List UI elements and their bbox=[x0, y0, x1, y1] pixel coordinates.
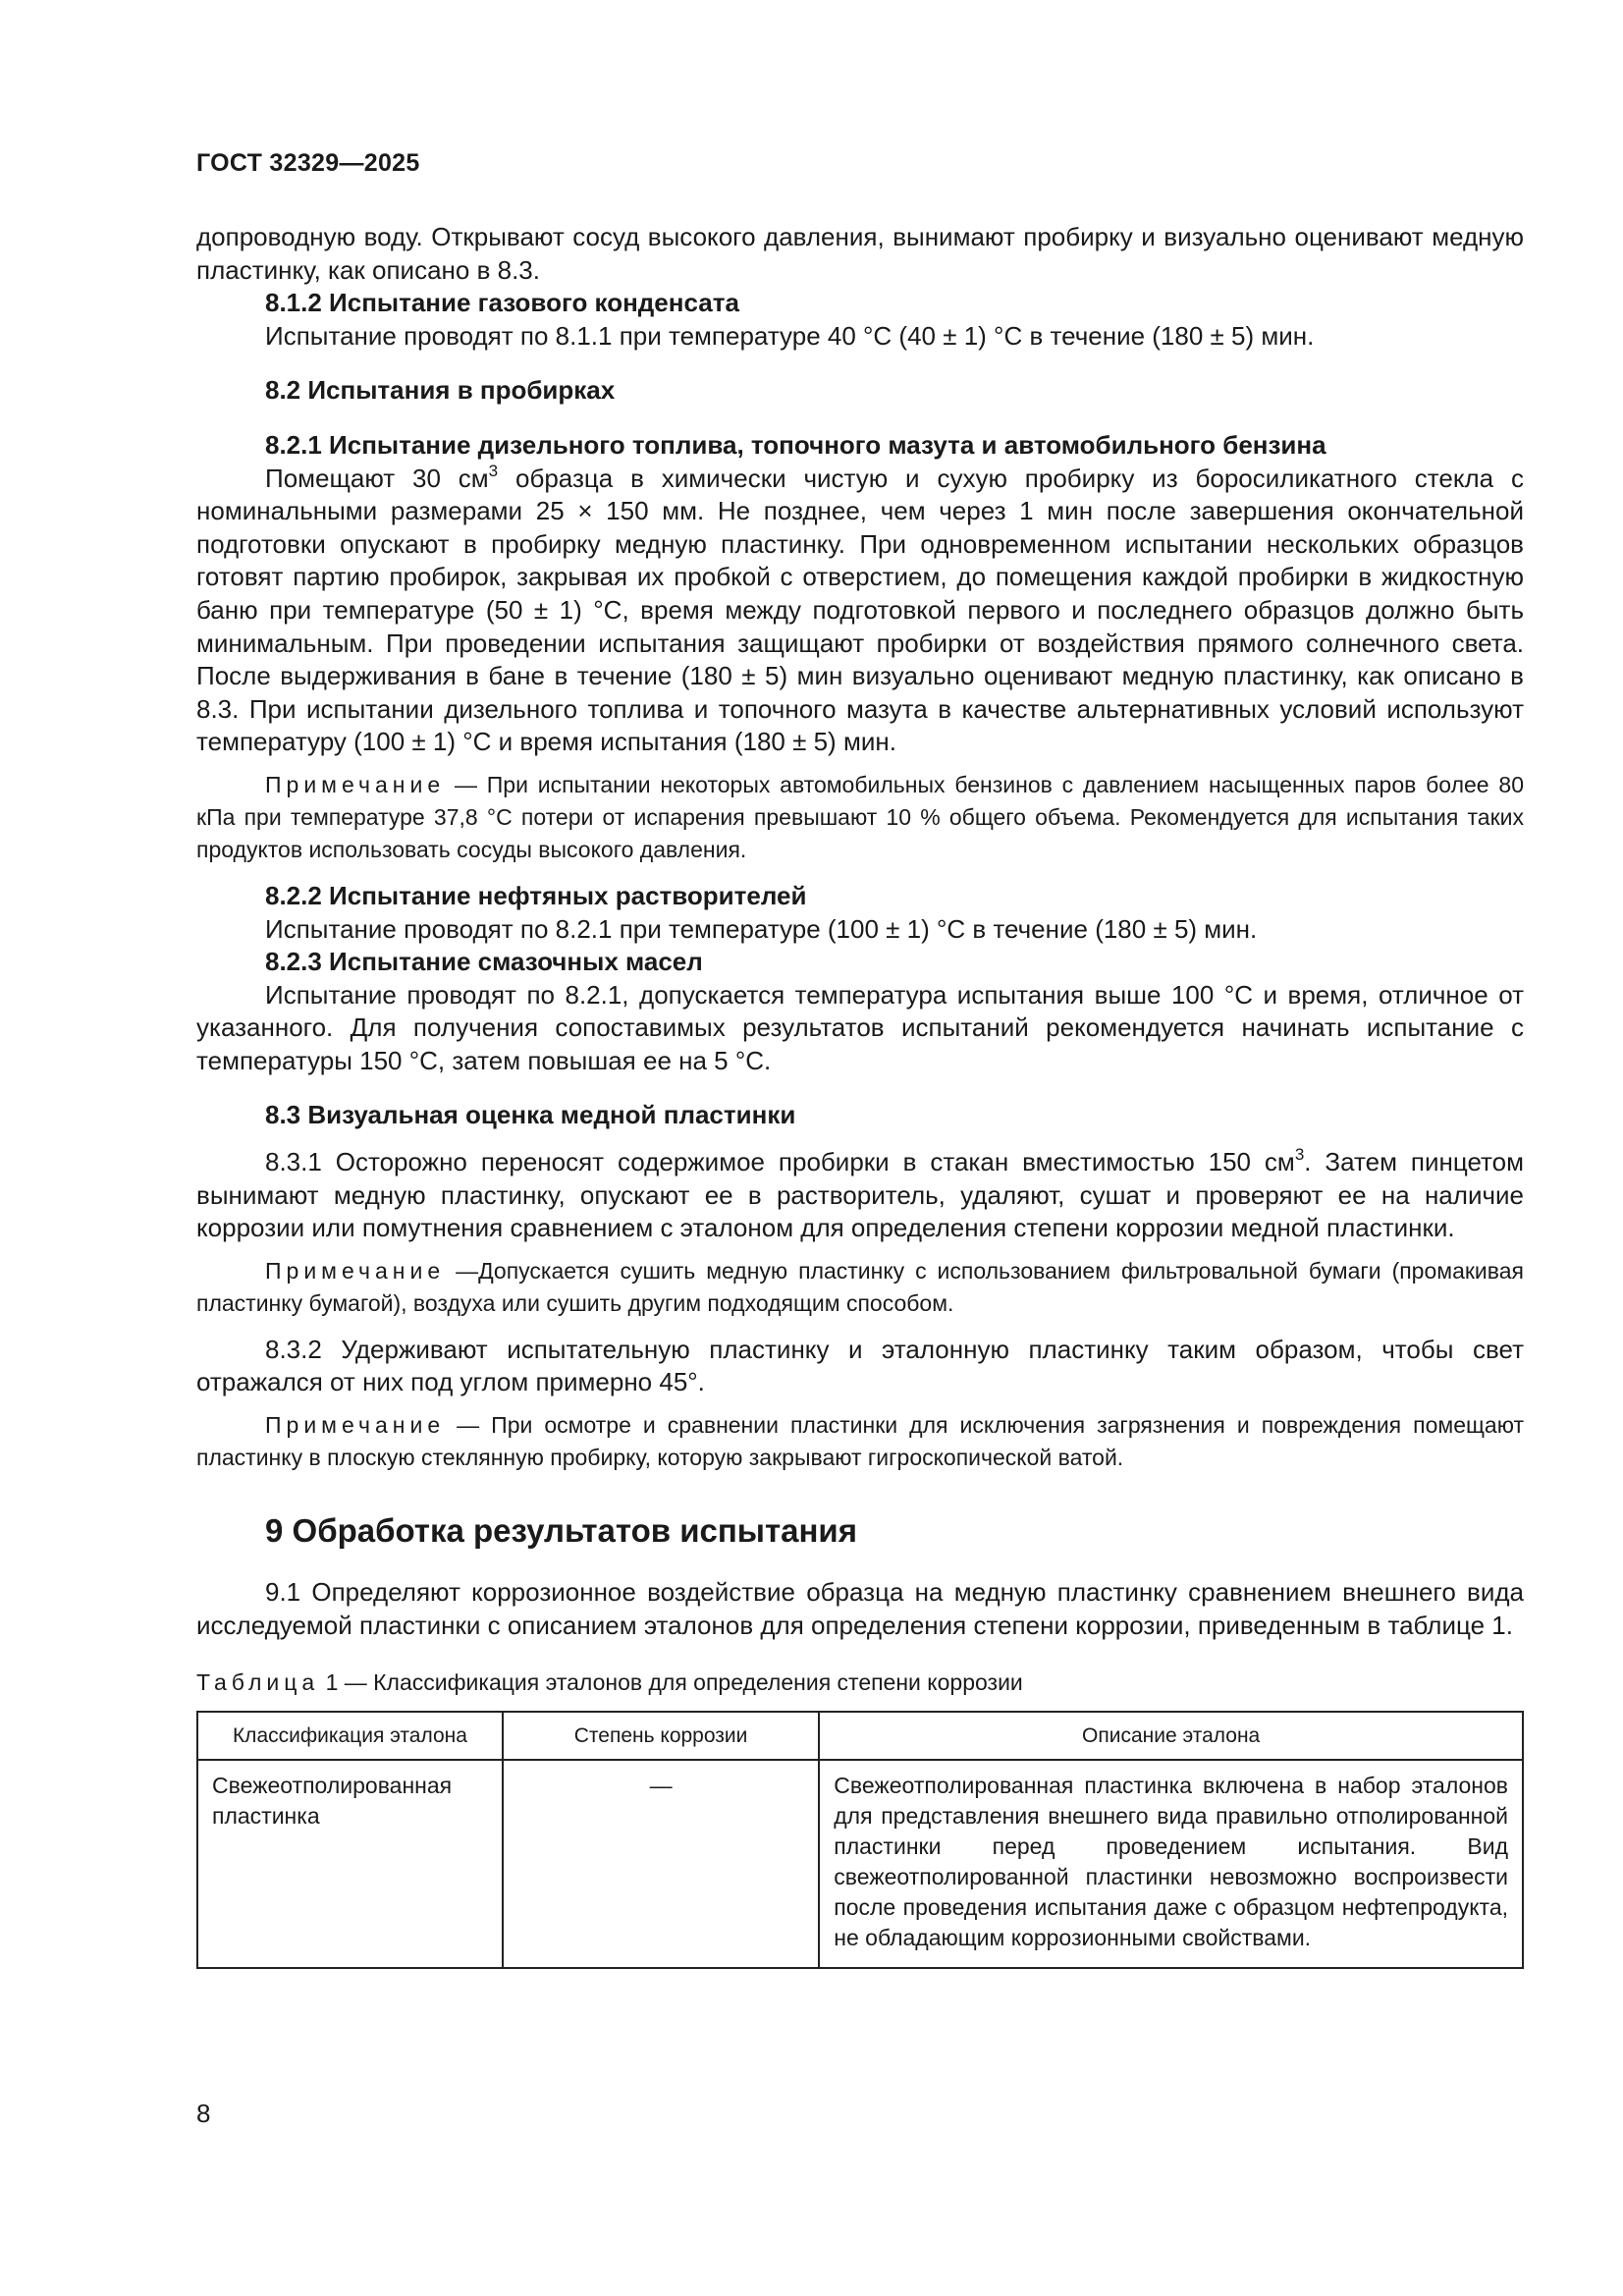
table-header-row bbox=[197, 1712, 1523, 1760]
paragraph-8-2-1-rest: образца в химически чистую и сухую пробирку из боросиликатного стекла с номинальными размерами 25 × 150 мм. Не позднее, чем через 1 мин после завершения окончательной подготовки опускают в пробирку медную пластинку. При одновременном испытании нескольких образцов готовят партию пробирок, закрывая их пробкой с отверстием, до помещения каждой пробирки в жидкостную баню при температуре (50 ± 1) °C, время между подготовкой первого и последнего образцов должно быть минимальным. При проведении испытания защищают пробирки от воздействия прямого солнечного света. После выдерживания в бане в течение (180 ± 5) мин визуально оценивают медную пластинку, как описано в 8.3. При испытании дизельного топлива и топочного мазута в качестве альтернативных условий используют температуру (100 ± 1) °C и время испытания (180 ± 5) мин. bbox=[196, 463, 1524, 757]
note-label: Примечание bbox=[265, 1257, 446, 1284]
table-row bbox=[197, 1760, 1523, 1968]
note-2 bbox=[196, 1255, 1524, 1320]
document-body bbox=[196, 221, 1524, 1969]
paragraph-8-3-2: 8.3.2 Удерживают испытательную пластинку и эталонную пластинку таким образом, чтобы свет отражался от них под углом примерно 45°. bbox=[196, 1334, 1524, 1397]
paragraph-8-2-1-start: Помещают 30 см bbox=[265, 463, 489, 493]
paragraph-8-2-3: Испытание проводят по 8.2.1, допускается температура испытания выше 100 °C и время, отличное от указанного. Для получения сопоставимых результатов испытаний рекомендуется начинать испытание с температуры 150 °C, затем повышая ее на 5 °C. bbox=[196, 979, 1524, 1075]
table-caption bbox=[196, 1667, 1524, 1697]
cell-degree: — bbox=[503, 1760, 819, 1968]
note-3-text: — При осмотре и сравнении пластинки для исключения загрязнения и повреждения помещают пластинку в плоскую стеклянную пробирку, которую закрывают гигроскопической ватой. bbox=[196, 1412, 1524, 1471]
paragraph-9-1: 9.1 Определяют коррозионное воздействие образца на медную пластинку сравнением внешнего вида исследуемой пластинки с описанием эталонов для определения степени коррозии, приведенным в таблице 1. bbox=[196, 1577, 1524, 1640]
note-1-text: — При испытании некоторых автомобильных бензинов с давлением насыщенных паров более 80 кПа при температуре 37,8 °C потери от испарения превышают 10 % общего объема. Рекомендуется для испытания таких продуктов использовать сосуды высокого давления. bbox=[196, 771, 1524, 862]
paragraph-8-3-1-start: 8.3.1 Осторожно переносят содержимое пробирки в стакан вместимостью 150 см bbox=[265, 1147, 1295, 1177]
document-header: ГОСТ 32329—2025 bbox=[196, 149, 420, 177]
column-header-classification: Классификация эталона bbox=[197, 1712, 503, 1760]
cell-classification: Свежеотполированная пластинка bbox=[197, 1760, 503, 1968]
note-label: Примечание bbox=[265, 771, 446, 797]
column-header-degree: Степень коррозии bbox=[503, 1712, 819, 1760]
note-2-text: —Допускается сушить медную пластинку с использованием фильтровальной бумаги (промакивая пластинку бумагой), воздуха или сушить другим подходящим способом. bbox=[196, 1257, 1524, 1316]
paragraph-continuation: допроводную воду. Открывают сосуд высокого давления, вынимают пробирку и визуально оценивают медную пластинку, как описано в 8.3. bbox=[196, 222, 1524, 285]
paragraph-8-3-1 bbox=[196, 1146, 1524, 1245]
heading-8-3: 8.3 Визуальная оценка медной пластинки bbox=[265, 1100, 796, 1130]
cell-description: Свежеотполированная пластинка включена в набор эталонов для представления внешнего вида правильно отполированной пластинки перед проведением испытания. Вид свежеотполированной пластинки невозможно воспроизвести после проведения испытания даже с образцом нефтепродукта, не обладающим коррозионными свойствами. bbox=[819, 1760, 1523, 1968]
note-label: Примечание bbox=[265, 1412, 446, 1439]
heading-8-2: 8.2 Испытания в пробирках bbox=[265, 375, 616, 406]
heading-8-2-1: 8.2.1 Испытание дизельного топлива, топочного мазута и автомобильного бензина bbox=[265, 429, 1326, 460]
paragraph-8-2-1 bbox=[196, 463, 1524, 759]
section-9-title: 9 Обработка результатов испытания bbox=[265, 1512, 857, 1550]
heading-8-2-3: 8.2.3 Испытание смазочных масел bbox=[265, 947, 703, 977]
note-1 bbox=[196, 769, 1524, 866]
superscript: 3 bbox=[488, 461, 499, 480]
paragraph-8-3-1-rest: . Затем пинцетом вынимают медную пластинку, опускают ее в растворитель, удаляют, сушат и проверяют ее на наличие коррозии или помутнения сравнением с эталоном для определения степени коррозии медной пластинки. bbox=[196, 1147, 1525, 1243]
classification-table bbox=[196, 1711, 1524, 1969]
superscript: 3 bbox=[1294, 1145, 1305, 1165]
heading-8-1-2: 8.1.2 Испытание газового конденсата bbox=[265, 288, 739, 318]
paragraph-8-1-2: Испытание проводят по 8.1.1 при температуре 40 °C (40 ± 1) °C в течение (180 ± 5) мин. bbox=[265, 320, 1315, 351]
table-caption-label: Таблица bbox=[196, 1669, 320, 1696]
heading-8-2-2: 8.2.2 Испытание нефтяных растворителей bbox=[265, 880, 807, 910]
page-number: 8 bbox=[196, 2099, 211, 2128]
column-header-description: Описание эталона bbox=[819, 1712, 1523, 1760]
table-caption-text: 1 — Классификация эталонов для определения степени коррозии bbox=[319, 1669, 1023, 1696]
note-3 bbox=[196, 1409, 1524, 1474]
paragraph-8-2-2: Испытание проводят по 8.2.1 при температуре (100 ± 1) °C в течение (180 ± 5) мин. bbox=[265, 913, 1258, 944]
